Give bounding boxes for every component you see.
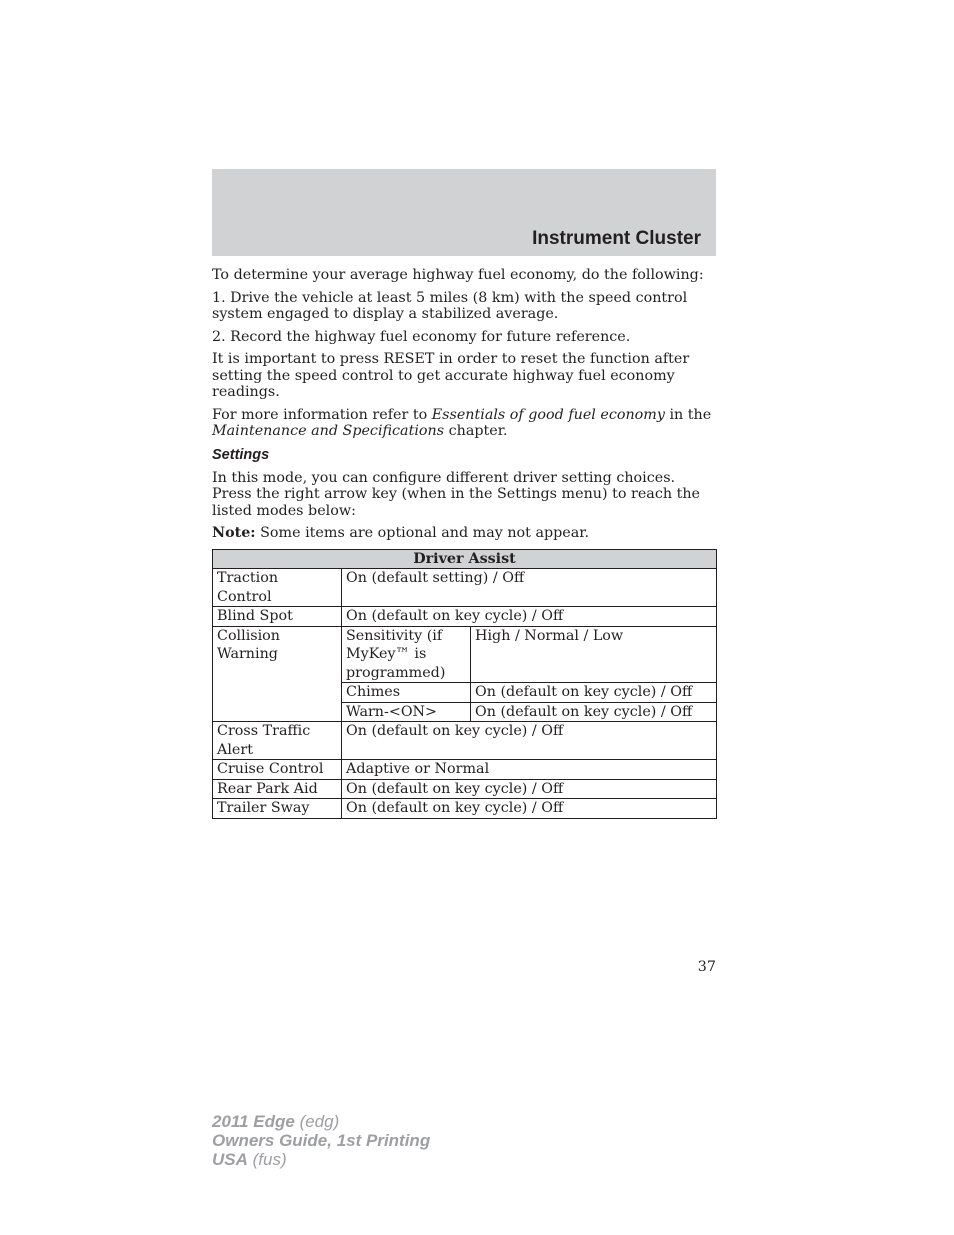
reference-maintenance-chapter: Maintenance and Specifications — [212, 423, 445, 439]
section-title: Instrument Cluster — [532, 228, 701, 249]
table-row — [213, 722, 717, 760]
paragraph-step-2: 2. Record the highway fuel economy for future reference. — [212, 328, 631, 345]
footer-model: 2011 Edge — [212, 1112, 295, 1131]
row-label: Traction Control — [213, 569, 342, 607]
more-info-text: in the — [664, 406, 712, 423]
footer-market: USA — [212, 1150, 248, 1169]
page-content — [212, 267, 716, 819]
footer-line-guide: Owners Guide, 1st Printing — [212, 1131, 431, 1150]
row-label: Cruise Control — [213, 760, 342, 780]
table-row — [213, 760, 717, 780]
row-value: On (default on key cycle) / Off — [342, 607, 717, 627]
sub-row-label: Chimes — [342, 683, 471, 703]
footer-print-info — [212, 1112, 430, 1169]
sub-row-value: On (default on key cycle) / Off — [471, 702, 717, 722]
table-row — [213, 626, 717, 683]
more-info-text: chapter. — [444, 423, 508, 439]
more-info-text: For more information refer to — [212, 406, 432, 423]
table-row — [213, 779, 717, 799]
paragraph-step-1: 1. Drive the vehicle at least 5 miles (8 km) with the speed control system engaged to display a stabilized average. — [212, 289, 688, 322]
row-value: On (default on key cycle) / Off — [342, 799, 717, 819]
sub-row-value: On (default on key cycle) / Off — [471, 683, 717, 703]
footer-line-market — [212, 1150, 430, 1169]
page-number: 37 — [697, 959, 716, 975]
footer-line-model — [212, 1112, 430, 1131]
row-value: On (default on key cycle) / Off — [342, 779, 717, 799]
reference-fuel-economy: Essentials of good fuel economy — [431, 406, 665, 423]
section-header-band — [212, 169, 716, 256]
sub-row-label: Warn-<ON> — [342, 702, 471, 722]
table-row — [213, 799, 717, 819]
row-label: Rear Park Aid — [213, 779, 342, 799]
row-value: On (default setting) / Off — [342, 569, 717, 607]
row-value: On (default on key cycle) / Off — [342, 722, 717, 760]
note-text: Some items are optional and may not appear. — [255, 525, 590, 541]
table-row — [213, 569, 717, 607]
sub-row-label: Sensitivity (if MyKey™ is programmed) — [342, 626, 471, 683]
settings-heading: Settings — [212, 446, 270, 463]
table-title: Driver Assist — [213, 549, 717, 569]
row-label: Collision Warning — [213, 626, 342, 722]
table-header-row — [213, 549, 717, 569]
sub-row-value: High / Normal / Low — [471, 626, 717, 683]
row-label: Cross Traffic Alert — [213, 722, 342, 760]
row-value: Adaptive or Normal — [342, 760, 717, 780]
paragraph-intro: To determine your average highway fuel economy, do the following: — [212, 267, 704, 283]
table-row — [213, 607, 717, 627]
paragraph-more-info — [212, 407, 716, 440]
paragraph-reset-info: It is important to press RESET in order to reset the function after setting the speed control to get accurate highway fuel economy readings. — [212, 351, 690, 400]
row-label: Trailer Sway — [213, 799, 342, 819]
note — [212, 525, 716, 542]
driver-assist-table — [212, 549, 717, 819]
footer-model-code: (edg) — [294, 1112, 340, 1131]
row-label: Blind Spot — [213, 607, 342, 627]
footer-market-code: (fus) — [247, 1150, 287, 1169]
paragraph-settings-intro: In this mode, you can configure different driver setting choices. Press the right arrow key (when in the Settings menu) to reach the listed modes below: — [212, 469, 700, 519]
note-label: Note: — [212, 525, 256, 541]
